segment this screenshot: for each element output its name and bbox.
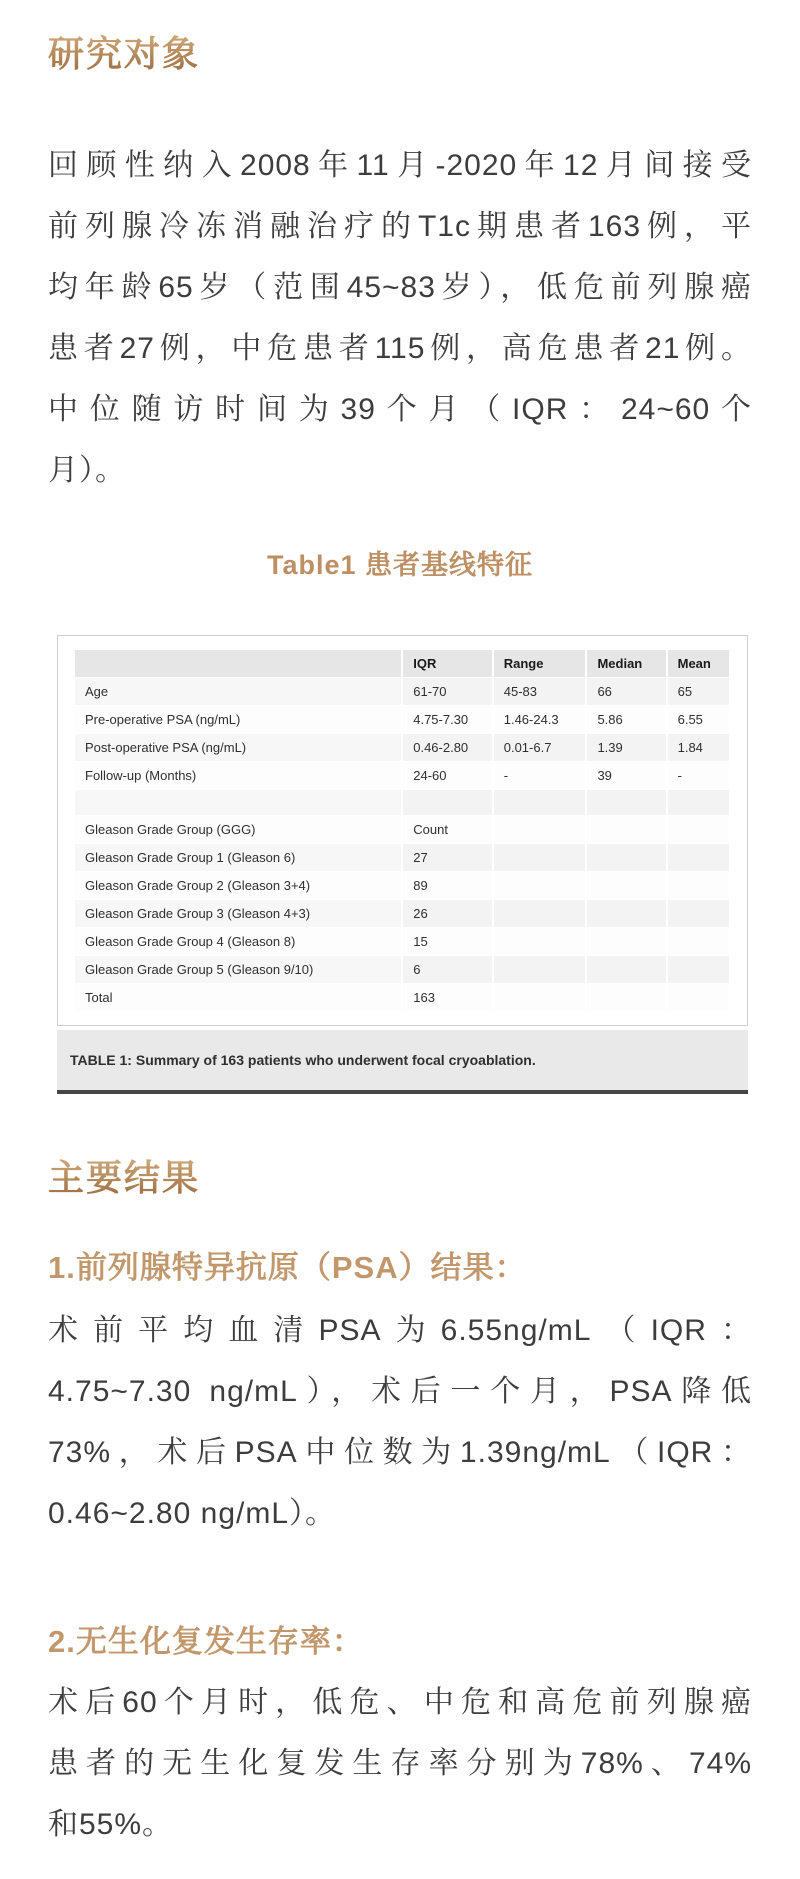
table-cell: Gleason Grade Group 5 (Gleason 9/10) <box>75 956 401 983</box>
text-line: 回顾性纳入2008年11月-2020年12月间接受 <box>48 149 752 182</box>
table-header-cell <box>75 650 401 677</box>
table-cell <box>494 928 586 955</box>
table-header-cell: Median <box>587 650 665 677</box>
paragraph-psa-results <box>48 1300 752 1544</box>
table-cell <box>494 844 586 871</box>
table-row <box>75 678 729 705</box>
section-heading-main-results: 主要结果 <box>48 1154 800 1202</box>
table-cell: 15 <box>403 928 492 955</box>
table-cell <box>75 790 401 815</box>
table-cell <box>494 816 586 843</box>
table-row <box>75 956 729 983</box>
table-cell <box>587 872 665 899</box>
table-header-cell: Range <box>494 650 586 677</box>
table-cell <box>668 790 729 815</box>
table-cell: 26 <box>403 900 492 927</box>
table-row <box>75 900 729 927</box>
table-cell <box>668 816 729 843</box>
table-cell <box>587 956 665 983</box>
table-row <box>75 762 729 789</box>
text-line: 4.75~7.30 ng/mL），术后一个月，PSA降低 <box>48 1375 752 1408</box>
table-cell: 89 <box>403 872 492 899</box>
table-cell: 0.01-6.7 <box>494 734 586 761</box>
table-cell: Count <box>403 816 492 843</box>
subheading-bcr-free-survival: 2.无生化复发生存率： <box>48 1624 364 1659</box>
table-cell: Age <box>75 678 401 705</box>
table-cell: Gleason Grade Group 3 (Gleason 4+3) <box>75 900 401 927</box>
text-line: 73%，术后PSA中位数为1.39ng/mL（IQR： <box>48 1436 752 1469</box>
table-cell <box>587 984 665 1011</box>
paragraph-study-description <box>48 135 752 501</box>
table-cell: Total <box>75 984 401 1011</box>
table-cell <box>668 956 729 983</box>
table-row <box>75 816 729 843</box>
table-figure <box>57 635 748 1094</box>
table-cell: Gleason Grade Group (GGG) <box>75 816 401 843</box>
table-header-row <box>75 650 729 677</box>
table-cell: 45-83 <box>494 678 586 705</box>
subheading-psa-results: 1.前列腺特异抗原（PSA）结果： <box>48 1250 527 1285</box>
table-cell: 5.86 <box>587 706 665 733</box>
table-cell <box>587 816 665 843</box>
table-figure-box <box>57 635 748 1026</box>
table-cell <box>668 844 729 871</box>
text-line: 0.46~2.80 ng/mL）。 <box>48 1497 337 1530</box>
table-cell: Pre-operative PSA (ng/mL) <box>75 706 401 733</box>
table-cell <box>494 984 586 1011</box>
table-cell <box>668 984 729 1011</box>
table-cell: 6 <box>403 956 492 983</box>
text-line: 术前平均血清PSA为6.55ng/mL（IQR： <box>48 1314 752 1347</box>
table-cell: - <box>668 762 729 789</box>
table-header-cell: IQR <box>403 650 492 677</box>
table-cell: 61-70 <box>403 678 492 705</box>
table-cell <box>587 844 665 871</box>
table-cell: Gleason Grade Group 4 (Gleason 8) <box>75 928 401 955</box>
table-cell: 66 <box>587 678 665 705</box>
table-cell: 1.46-24.3 <box>494 706 586 733</box>
table-header-cell: Mean <box>668 650 729 677</box>
table-cell <box>668 872 729 899</box>
table-row <box>75 928 729 955</box>
text-line: 月）。 <box>48 454 126 487</box>
table-row <box>75 984 729 1011</box>
table-cell <box>587 928 665 955</box>
table-row <box>75 706 729 733</box>
table-cell <box>403 790 492 815</box>
table-cell: 6.55 <box>668 706 729 733</box>
table-cell <box>668 900 729 927</box>
table-cell: 65 <box>668 678 729 705</box>
table-cell <box>494 872 586 899</box>
table-row <box>75 844 729 871</box>
text-line: 和55%。 <box>48 1808 174 1841</box>
table-cell <box>494 900 586 927</box>
text-line: 患者的无生化复发生存率分别为78%、74% <box>48 1747 752 1780</box>
baseline-characteristics-table <box>73 649 731 1012</box>
table-cell: 0.46-2.80 <box>403 734 492 761</box>
section-heading-study-subjects: 研究对象 <box>48 30 800 78</box>
text-line: 均年龄65岁（范围45~83岁），低危前列腺癌 <box>48 271 752 304</box>
table-cell: Gleason Grade Group 1 (Gleason 6) <box>75 844 401 871</box>
table-cell: Gleason Grade Group 2 (Gleason 3+4) <box>75 872 401 899</box>
figure-bottom-rule <box>57 1090 748 1094</box>
table-cell: 4.75-7.30 <box>403 706 492 733</box>
table-row <box>75 790 729 815</box>
text-line: 患者27例，中危患者115例，高危患者21例。 <box>48 332 752 365</box>
table-cell: 24-60 <box>403 762 492 789</box>
table-cell <box>668 928 729 955</box>
table-row <box>75 734 729 761</box>
table-row <box>75 872 729 899</box>
table-footer-caption: TABLE 1: Summary of 163 patients who underwent focal cryoablation. <box>57 1030 748 1090</box>
table-cell: 27 <box>403 844 492 871</box>
table-cell <box>587 790 665 815</box>
table-cell: 1.84 <box>668 734 729 761</box>
table-cell <box>494 790 586 815</box>
table-cell <box>494 956 586 983</box>
table-cell: 39 <box>587 762 665 789</box>
text-line: 中位随访时间为39个月（IQR：24~60个 <box>48 393 752 426</box>
table-cell <box>587 900 665 927</box>
table-cell: - <box>494 762 586 789</box>
table-cell: 1.39 <box>587 734 665 761</box>
table1-caption: Table1 患者基线特征 <box>266 550 534 580</box>
text-line: 前列腺冷冻消融治疗的T1c期患者163例，平 <box>48 210 752 243</box>
paragraph-bcr-survival <box>48 1672 752 1855</box>
table-cell: Follow-up (Months) <box>75 762 401 789</box>
table-cell: Post-operative PSA (ng/mL) <box>75 734 401 761</box>
text-line: 术后60个月时，低危、中危和高危前列腺癌 <box>48 1686 752 1719</box>
table-cell: 163 <box>403 984 492 1011</box>
